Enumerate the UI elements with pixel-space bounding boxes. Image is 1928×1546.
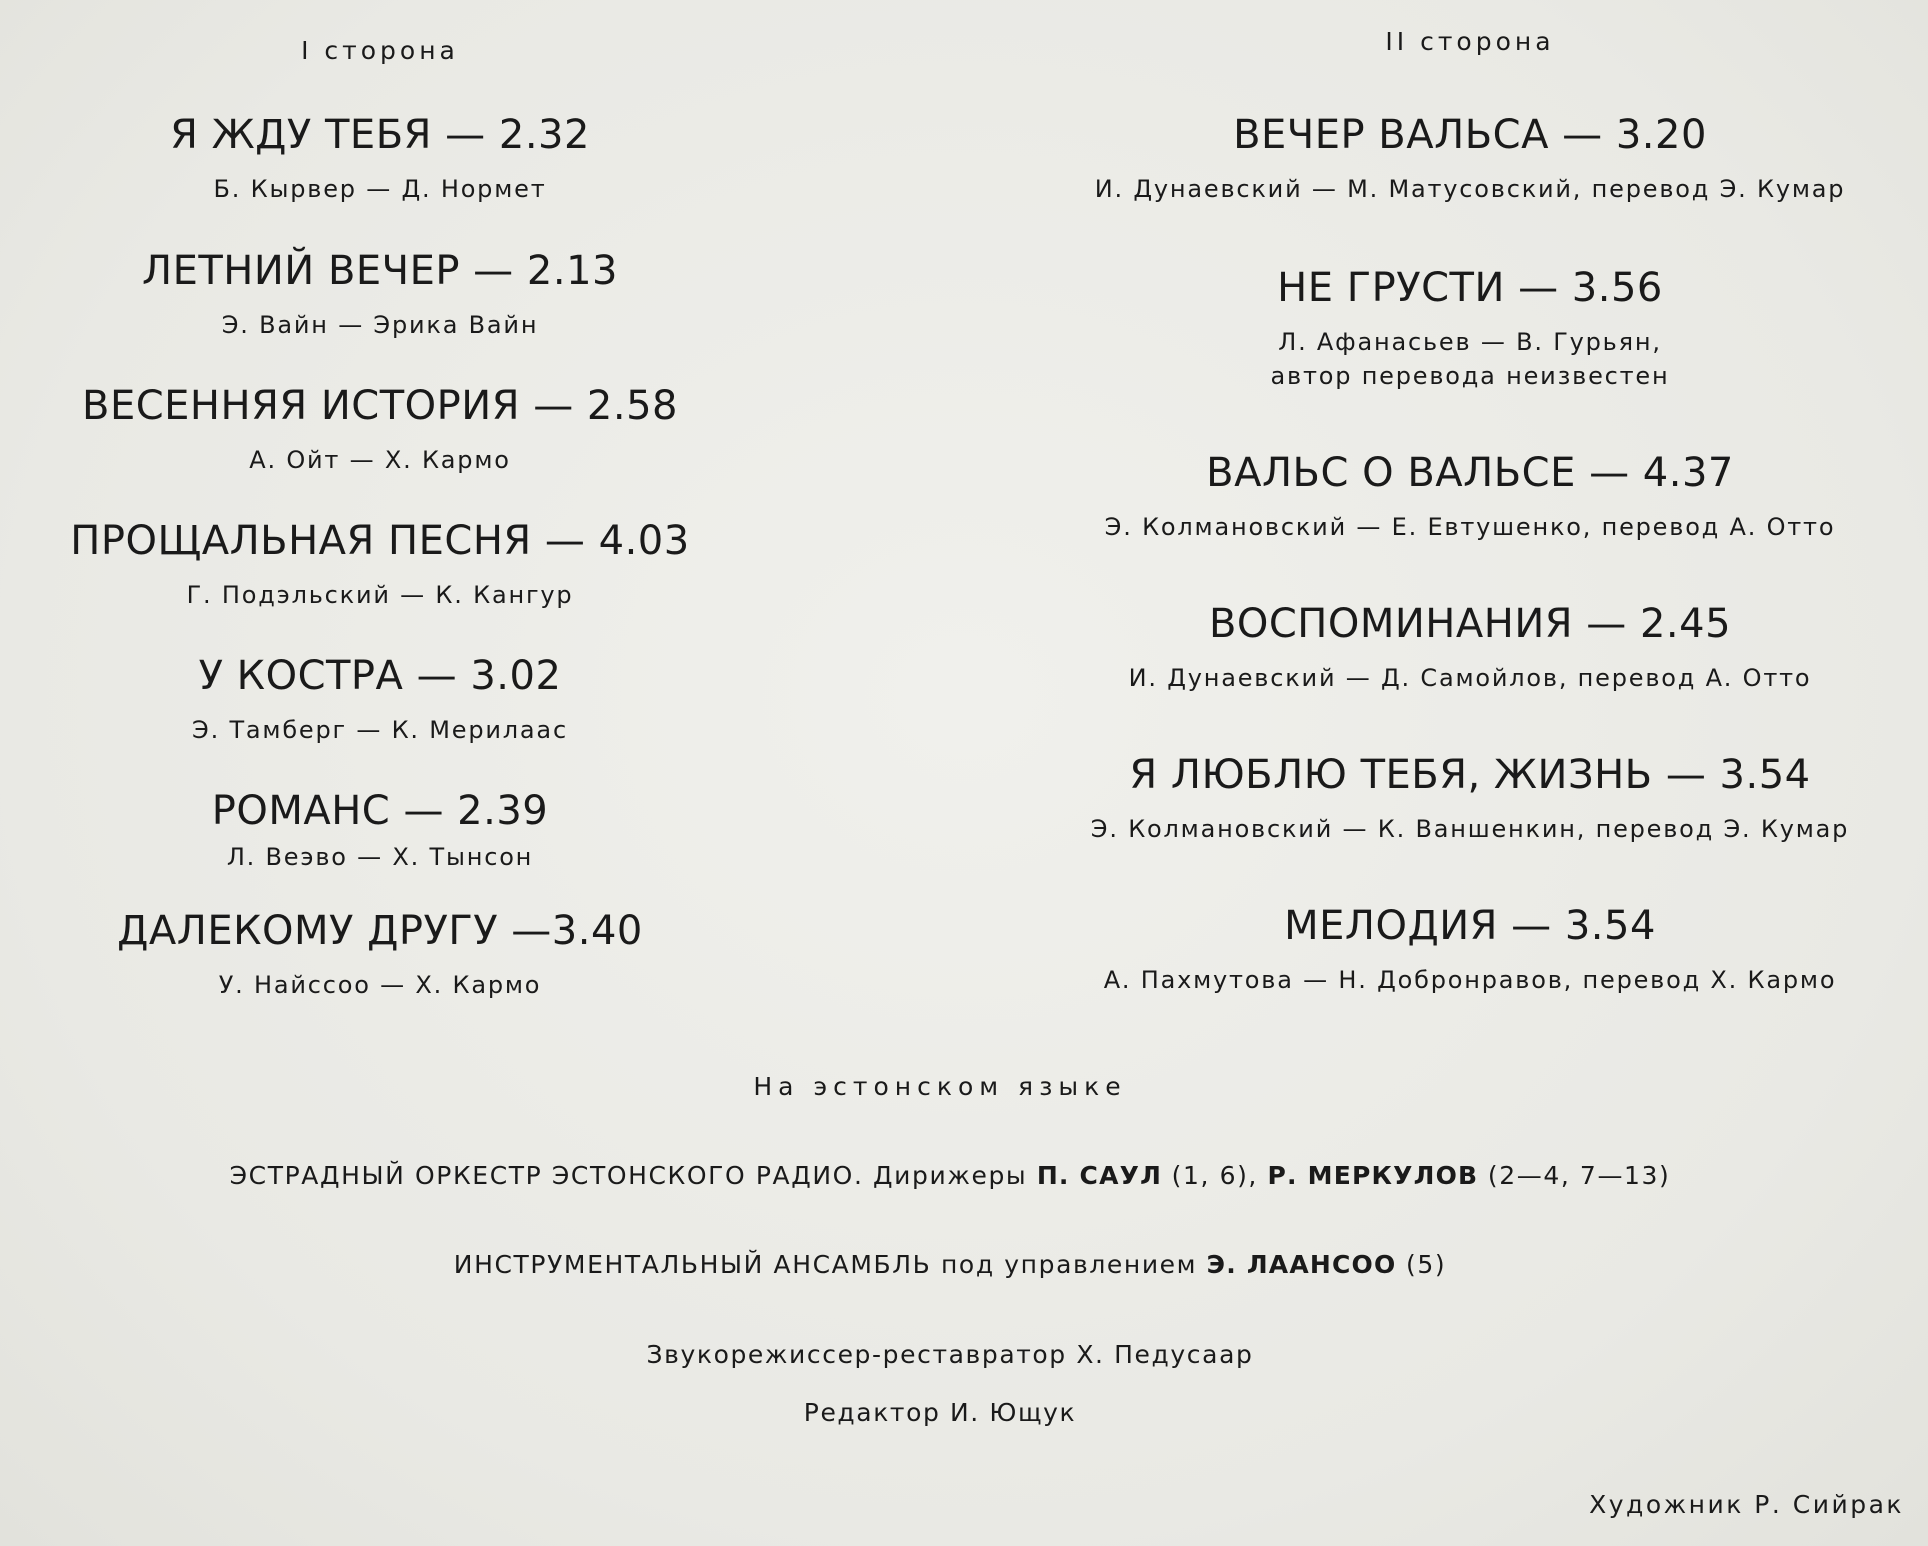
- track-title: ВЕЧЕР ВАЛЬСА — 3.20: [1233, 112, 1707, 158]
- track-credits: [1040, 510, 1900, 544]
- track-credits: [1040, 812, 1900, 846]
- track-credits: [40, 308, 720, 342]
- conductor-name: П. САУЛ: [1036, 1161, 1163, 1190]
- track-title: ЛЕТНИЙ ВЕЧЕР — 2.13: [142, 248, 618, 294]
- conductor-tracks: (2—4, 7—13): [1487, 1161, 1671, 1190]
- sound-engineer-credit: Звукорежиссер-реставратор Х. Педусаар: [646, 1340, 1254, 1369]
- credit-line: Э. Вайн — Эрика Вайн: [221, 311, 539, 339]
- credit-line: У. Найссоо — Х. Кармо: [218, 971, 542, 999]
- credit-line: А. Пахмутова — Н. Добронравов, перевод Х. Кармо: [1103, 966, 1837, 994]
- track-5: [40, 653, 720, 747]
- track-credits: [1040, 963, 1900, 997]
- track-title: ВЕСЕННЯЯ ИСТОРИЯ — 2.58: [82, 383, 678, 429]
- conductors-label: Дирижеры: [873, 1161, 1028, 1190]
- track-credits: [40, 443, 720, 477]
- credit-line: Л. Афанасьев — В. Гурьян,: [1278, 328, 1662, 356]
- track-4: [40, 518, 720, 612]
- track-credits: [40, 968, 720, 1002]
- track-1: [40, 112, 720, 206]
- ensemble-leader: Э. ЛААНСОО: [1206, 1250, 1397, 1279]
- side-two-title: II сторона: [1385, 27, 1555, 56]
- orchestra-credit: [0, 1161, 1900, 1190]
- track-12: [1040, 752, 1900, 846]
- track-credits: [40, 840, 720, 874]
- track-6: [40, 788, 720, 874]
- track-credits: [1040, 172, 1900, 206]
- credit-line: И. Дунаевский — М. Матусовский, перевод Э. Кумар: [1094, 175, 1846, 203]
- track-title: Я ЛЮБЛЮ ТЕБЯ, ЖИЗНЬ — 3.54: [1129, 752, 1811, 798]
- track-title: ВОСПОМИНАНИЯ — 2.45: [1208, 601, 1732, 647]
- track-credits: [40, 713, 720, 747]
- track-title: Я ЖДУ ТЕБЯ — 2.32: [170, 112, 590, 158]
- track-title: НЕ ГРУСТИ — 3.56: [1277, 265, 1663, 311]
- credit-line: Л. Веэво — Х. Тынсон: [226, 843, 534, 871]
- led-by-label: под управлением: [940, 1250, 1198, 1279]
- track-13: [1040, 903, 1900, 997]
- track-title: У КОСТРА — 3.02: [198, 653, 562, 699]
- track-9: [1040, 265, 1900, 393]
- credit-line: Б. Кырвер — Д. Нормет: [213, 175, 547, 203]
- track-title: МЕЛОДИЯ — 3.54: [1284, 903, 1656, 949]
- credit-line: автор перевода неизвестен: [1270, 362, 1670, 390]
- ensemble-credit: [0, 1250, 1900, 1279]
- language-note: На эстонском языке: [753, 1072, 1127, 1101]
- credit-line: Э. Колмановский — Е. Евтушенко, перевод А. Отто: [1104, 513, 1836, 541]
- credit-line: А. Ойт — Х. Кармо: [249, 446, 511, 474]
- credit-line: Э. Колмановский — К. Ваншенкин, перевод Э. Кумар: [1090, 815, 1850, 843]
- track-credits: [1040, 661, 1900, 695]
- credit-line: Э. Тамберг — К. Мерилаас: [192, 716, 568, 744]
- track-7: [40, 908, 720, 1002]
- track-10: [1040, 450, 1900, 544]
- orchestra-name: ЭСТРАДНЫЙ ОРКЕСТР ЭСТОНСКОГО РАДИО.: [229, 1161, 864, 1190]
- track-title: ВАЛЬС О ВАЛЬСЕ — 4.37: [1206, 450, 1734, 496]
- editor-credit: Редактор И. Ющук: [803, 1398, 1077, 1427]
- track-11: [1040, 601, 1900, 695]
- ensemble-name: ИНСТРУМЕНТАЛЬНЫЙ АНСАМБЛЬ: [453, 1250, 932, 1279]
- track-credits: [40, 172, 720, 206]
- track-title: ДАЛЕКОМУ ДРУГУ —3.40: [117, 908, 643, 954]
- track-title: РОМАНС — 2.39: [211, 788, 549, 834]
- credit-line: Г. Подэльский — К. Кангур: [186, 581, 574, 609]
- track-credits: [1040, 325, 1900, 393]
- side-one-title: I сторона: [301, 36, 459, 65]
- credit-line: И. Дунаевский — Д. Самойлов, перевод А. Отто: [1128, 664, 1812, 692]
- artist-credit: Художник Р. Сийрак: [1589, 1490, 1904, 1519]
- track-2: [40, 248, 720, 342]
- leader-tracks: (5): [1406, 1250, 1447, 1279]
- conductor-name: Р. МЕРКУЛОВ: [1267, 1161, 1479, 1190]
- track-title: ПРОЩАЛЬНАЯ ПЕСНЯ — 4.03: [70, 518, 690, 564]
- conductor-tracks: (1, 6),: [1171, 1161, 1258, 1190]
- track-8: [1040, 112, 1900, 206]
- track-credits: [40, 578, 720, 612]
- track-3: [40, 383, 720, 477]
